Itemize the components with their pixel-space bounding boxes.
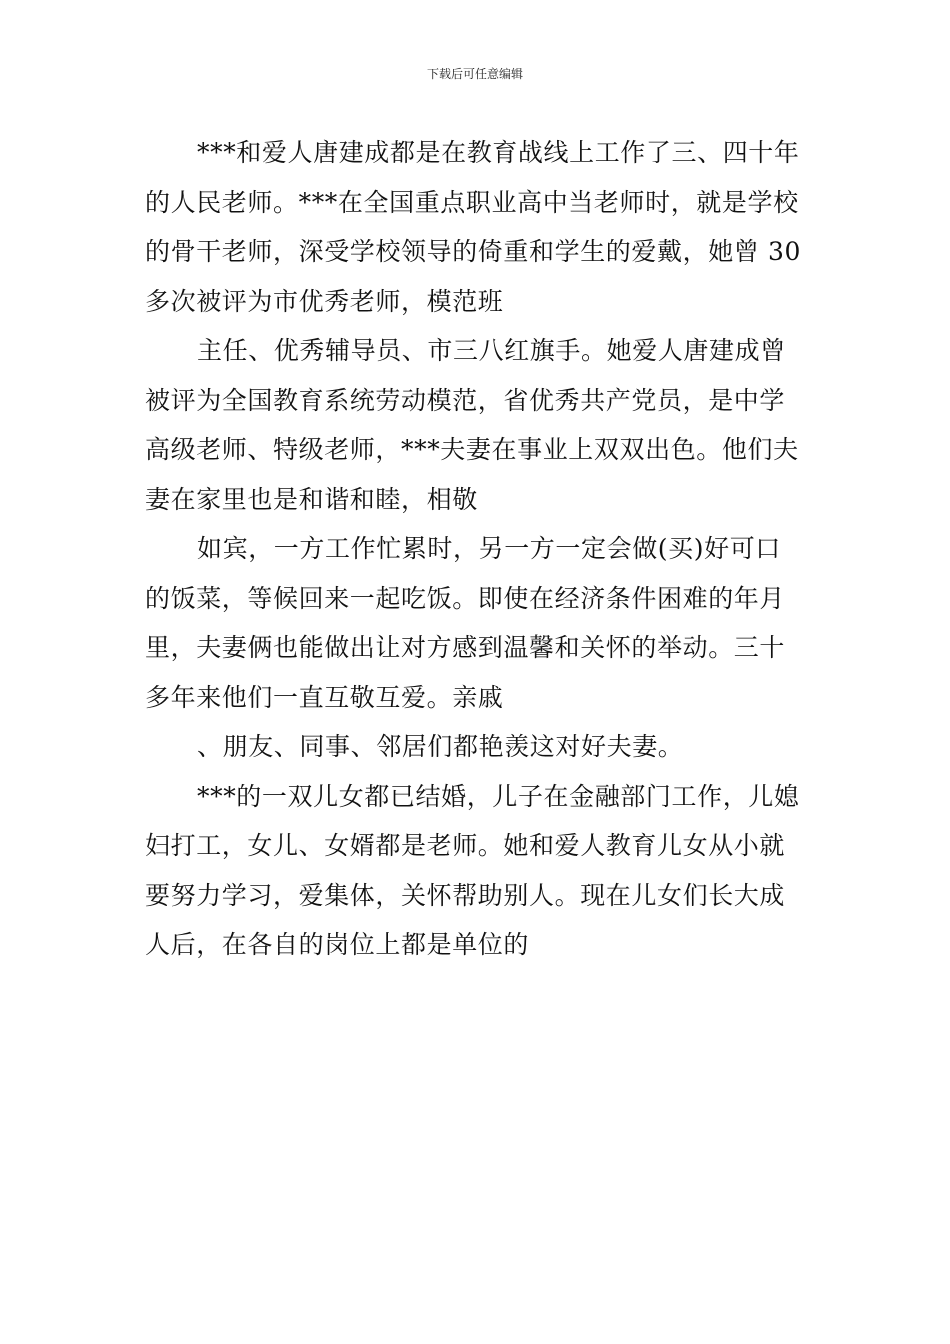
document-body	[145, 128, 810, 970]
paragraph-line: 高级老师、特级老师，***夫妻在事业上双双出色。他们夫	[145, 435, 799, 464]
paragraph-line: 多次被评为市优秀老师，模范班	[145, 286, 504, 316]
paragraph-line: 要努力学习，爱集体，关怀帮助别人。现在儿女们长大成	[145, 880, 786, 910]
paragraph-line: 的骨干老师，深受学校领导的倚重和学生的爱戴，她曾 30	[145, 237, 801, 266]
paragraph-line: 主任、优秀辅导员、市三八红旗手。她爱人唐建成曾	[197, 336, 786, 365]
paragraph-line: 妻在家里也是和谐和睦，相敬	[145, 484, 478, 514]
paragraph-line: ***的一双儿女都已结婚，儿子在金融部门工作，儿媳	[197, 781, 800, 811]
paragraph-line: 多年来他们一直互敬互爱。亲戚	[145, 682, 504, 712]
paragraph-line: 、朋友、同事、邻居们都艳羡这对好夫妻。	[197, 732, 684, 761]
paragraph-line: 妇打工，女儿、女婿都是老师。她和爱人教育儿女从小就	[145, 831, 786, 860]
paragraph-line: 的饭菜，等候回来一起吃饭。即使在经济条件困难的年月	[145, 583, 786, 613]
paragraph-line: 如宾，一方工作忙累时，另一方一定会做(买)好可口	[197, 534, 781, 563]
paragraph-line: 的人民老师。***在全国重点职业高中当老师时，就是学校	[145, 187, 799, 217]
paragraph-line: 人后，在各自的岗位上都是单位的	[145, 930, 530, 959]
paragraph-line: ***和爱人唐建成都是在教育战线上工作了三、四十年	[197, 138, 800, 167]
paragraph-line: 里，夫妻俩也能做出让对方感到温馨和关怀的举动。三十	[145, 633, 786, 662]
paragraph-line: 被评为全国教育系统劳动模范，省优秀共产党员，是中学	[145, 385, 786, 415]
header-note: 下载后可任意编辑	[426, 67, 523, 81]
